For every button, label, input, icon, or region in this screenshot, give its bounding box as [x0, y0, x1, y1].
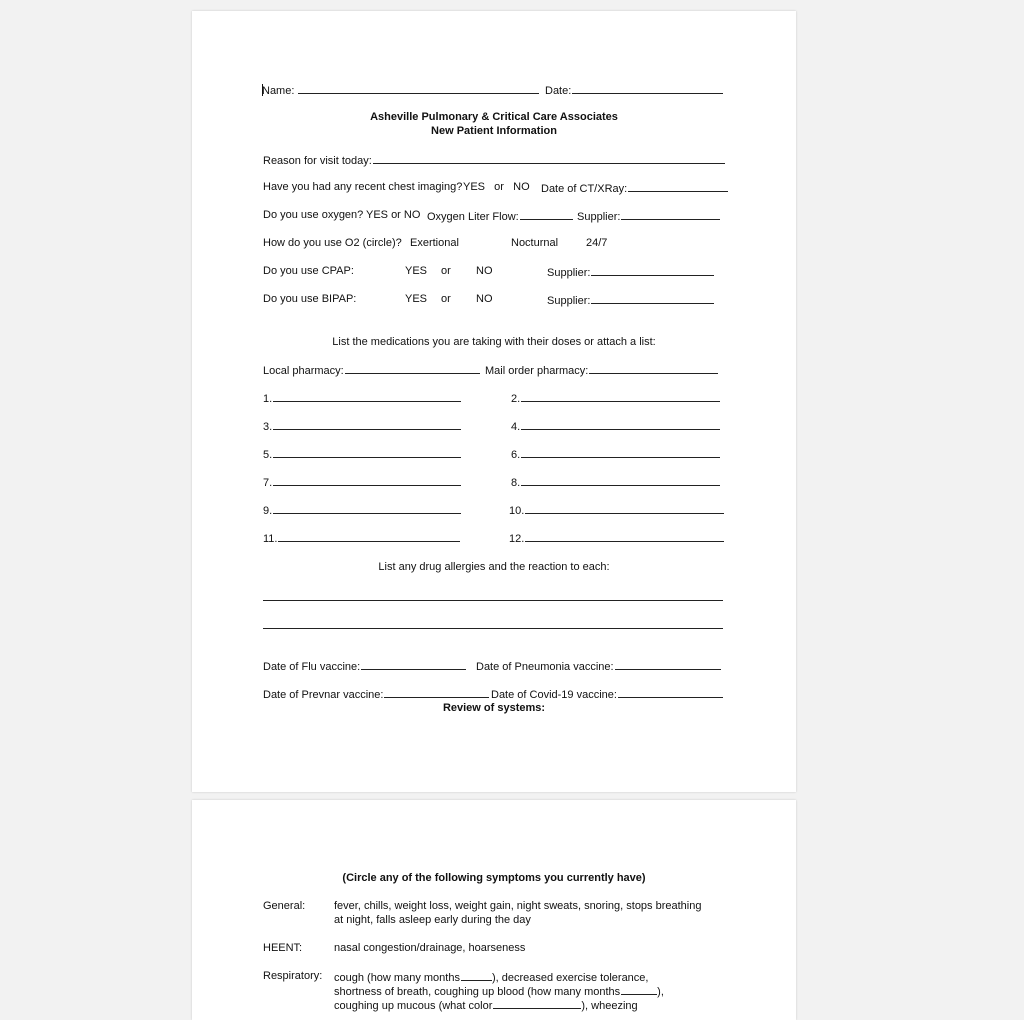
medication-number: 12. [509, 533, 525, 545]
medication-line-3[interactable] [263, 419, 461, 434]
pneumonia-vaccine-label: Date of Pneumonia vaccine: [476, 661, 614, 673]
mucous-color-field[interactable] [493, 998, 581, 1009]
document-subtitle: New Patient Information [431, 125, 557, 137]
bipap-supplier-row [547, 293, 714, 308]
flu-vaccine-field[interactable] [361, 659, 466, 670]
medication-field[interactable] [521, 447, 720, 458]
medication-number: 2. [511, 393, 521, 405]
flu-vaccine-label: Date of Flu vaccine: [263, 661, 361, 673]
medication-field[interactable] [525, 531, 724, 542]
name-field[interactable] [298, 83, 539, 94]
covid-vaccine-row [491, 687, 723, 702]
mail-pharmacy-label: Mail order pharmacy: [485, 365, 589, 377]
date-label: Date: [545, 85, 572, 97]
medication-number: 1. [263, 393, 273, 405]
flu-vaccine-row [263, 659, 466, 674]
reason-row [263, 153, 725, 168]
prevnar-vaccine-row [263, 687, 489, 702]
bipap-no[interactable]: NO [476, 293, 493, 305]
local-pharmacy-label: Local pharmacy: [263, 365, 344, 377]
name-row [262, 83, 539, 98]
oxygen-flow-field[interactable] [520, 209, 573, 220]
bipap-or: or [441, 293, 451, 305]
medication-field[interactable] [273, 447, 461, 458]
cpap-supplier-row [547, 265, 714, 280]
bipap-yes[interactable]: YES [405, 293, 428, 305]
respiratory-line-1[interactable] [334, 970, 648, 985]
medication-number: 7. [263, 477, 273, 489]
general-label: General: [263, 900, 306, 912]
document-page-1 [192, 11, 796, 792]
respiratory-text: shortness of breath, coughing up blood (how many months [334, 986, 621, 998]
respiratory-line-2[interactable] [334, 984, 664, 999]
oxygen-supplier-field[interactable] [621, 209, 720, 220]
oxygen-options[interactable]: YES or NO [366, 209, 421, 221]
medication-line-6[interactable] [511, 447, 720, 462]
imaging-question: Have you had any recent chest imaging? [263, 181, 463, 193]
cpap-or: or [441, 265, 451, 277]
cpap-supplier-field[interactable] [591, 265, 714, 276]
oxygen-flow-label: Oxygen Liter Flow: [427, 211, 519, 223]
date-row [545, 83, 723, 98]
medication-line-2[interactable] [511, 391, 720, 406]
respiratory-text: ), decreased exercise tolerance, [491, 972, 649, 984]
cpap-question: Do you use CPAP: [263, 265, 354, 277]
bipap-supplier-label: Supplier: [547, 295, 591, 307]
oxygen-question: Do you use oxygen? [263, 209, 364, 221]
o2-how-question: How do you use O2 (circle)? [263, 237, 402, 249]
imaging-options[interactable]: YES or NO [463, 181, 530, 193]
medication-field[interactable] [521, 419, 720, 430]
document-title: Asheville Pulmonary & Critical Care Associates [370, 111, 618, 123]
prevnar-vaccine-field[interactable] [384, 687, 489, 698]
symptoms-instruction: (Circle any of the following symptoms you currently have) [342, 872, 646, 884]
oxygen-supplier-row [577, 209, 720, 224]
cpap-no[interactable]: NO [476, 265, 493, 277]
medication-field[interactable] [273, 475, 461, 486]
respiratory-text: cough (how many months [334, 972, 460, 984]
reason-label: Reason for visit today: [263, 155, 372, 167]
covid-vaccine-field[interactable] [618, 687, 723, 698]
o2-option-nocturnal[interactable]: Nocturnal [511, 237, 559, 249]
pneumonia-vaccine-field[interactable] [615, 659, 721, 670]
imaging-row [263, 181, 462, 194]
medication-line-9[interactable] [263, 503, 461, 518]
medication-line-7[interactable] [263, 475, 461, 490]
respiratory-label: Respiratory: [263, 970, 323, 982]
local-pharmacy-field[interactable] [345, 363, 480, 374]
review-of-systems-heading: Review of systems: [442, 702, 546, 714]
general-symptoms-line-2[interactable]: at night, falls asleep early during the day [334, 914, 531, 926]
oxygen-flow-row [427, 209, 573, 224]
bipap-supplier-field[interactable] [591, 293, 714, 304]
medication-field[interactable] [273, 419, 461, 430]
medication-number: 9. [263, 505, 273, 517]
medication-number: 3. [263, 421, 273, 433]
medication-number: 4. [511, 421, 521, 433]
medication-line-12[interactable] [509, 531, 724, 546]
bipap-question: Do you use BIPAP: [263, 293, 357, 305]
date-field[interactable] [572, 83, 723, 94]
oxygen-supplier-label: Supplier: [577, 211, 621, 223]
medication-number: 5. [263, 449, 273, 461]
allergies-line-2[interactable] [263, 628, 723, 629]
medication-number: 6. [511, 449, 521, 461]
heent-label: HEENT: [263, 942, 303, 954]
medication-line-1[interactable] [263, 391, 461, 406]
cpap-supplier-label: Supplier: [547, 267, 591, 279]
medication-field[interactable] [273, 391, 461, 402]
cpap-yes[interactable]: YES [405, 265, 428, 277]
imaging-date-row [541, 181, 728, 196]
medication-field[interactable] [521, 391, 720, 402]
cough-months-field[interactable] [461, 970, 492, 981]
medication-field[interactable] [278, 531, 460, 542]
o2-option-24-7[interactable]: 24/7 [586, 237, 608, 249]
allergies-line-1[interactable] [263, 600, 723, 601]
medication-number: 10. [509, 505, 525, 517]
covid-vaccine-label: Date of Covid-19 vaccine: [491, 689, 617, 701]
medications-heading: List the medications you are taking with their doses or attach a list: [332, 336, 656, 348]
mail-pharmacy-row [485, 363, 718, 378]
local-pharmacy-row [263, 363, 480, 378]
allergies-heading: List any drug allergies and the reaction to each: [378, 561, 610, 573]
respiratory-text: ), [657, 986, 664, 998]
respiratory-text: ), wheezing [581, 1000, 638, 1012]
mail-pharmacy-field[interactable] [589, 363, 718, 374]
medication-field[interactable] [273, 503, 461, 514]
prevnar-vaccine-label: Date of Prevnar vaccine: [263, 689, 384, 701]
name-label: Name: [262, 85, 295, 97]
reason-field[interactable] [373, 153, 725, 164]
respiratory-text: coughing up mucous (what color [334, 1000, 493, 1012]
heent-symptoms[interactable]: nasal congestion/drainage, hoarseness [334, 942, 526, 954]
medication-line-5[interactable] [263, 447, 461, 462]
medication-field[interactable] [521, 475, 720, 486]
medication-line-4[interactable] [511, 419, 720, 434]
imaging-date-field[interactable] [628, 181, 728, 192]
medication-field[interactable] [525, 503, 724, 514]
medication-line-11[interactable] [263, 531, 460, 546]
pneumonia-vaccine-row [476, 659, 721, 674]
medication-line-10[interactable] [509, 503, 724, 518]
medication-line-8[interactable] [511, 475, 720, 490]
medication-number: 8. [511, 477, 521, 489]
medication-number: 11. [263, 533, 278, 545]
document-page-2 [192, 800, 796, 1020]
general-symptoms-line-1[interactable]: fever, chills, weight loss, weight gain, night sweats, snoring, stops breathing [334, 900, 702, 912]
imaging-date-label: Date of CT/XRay: [541, 183, 628, 195]
blood-months-field[interactable] [621, 984, 657, 995]
o2-option-exertional[interactable]: Exertional [410, 237, 459, 249]
